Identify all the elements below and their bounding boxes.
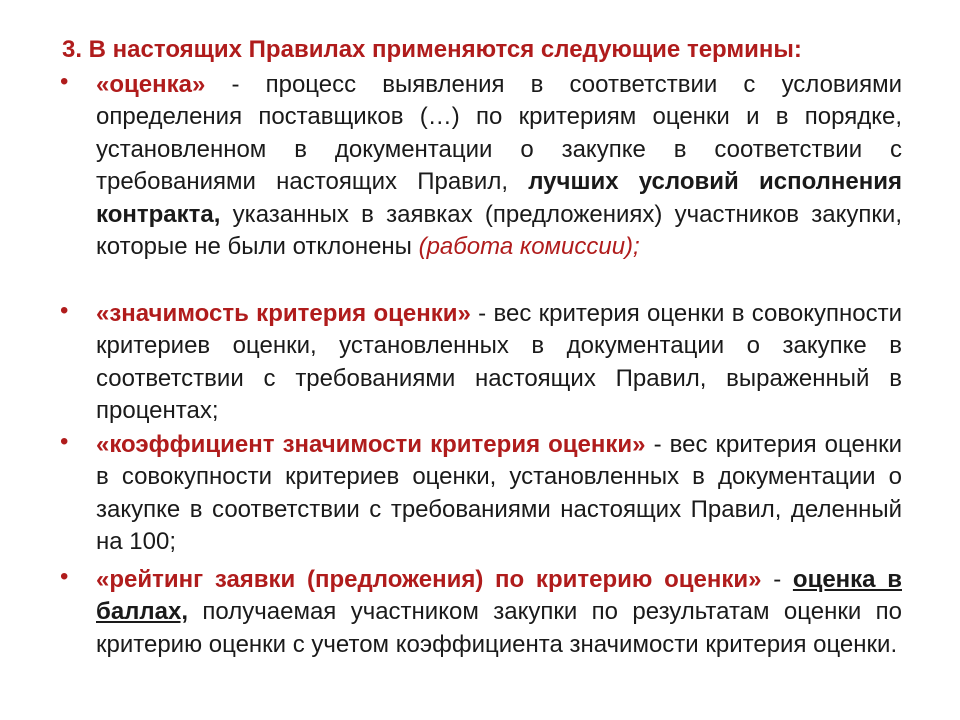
term-name: «коэффициент значимости критерия оценки»: [96, 431, 646, 458]
term-separator: -: [645, 431, 670, 458]
term-separator: -: [470, 300, 494, 327]
term-item-weight-coefficient: [96, 429, 902, 559]
bullet-icon: •: [60, 428, 69, 455]
term-note: (работа комиссии);: [418, 233, 640, 261]
term-definition-cont: указанных в заявках (предложениях) участников закупки, которые не были отклонены: [96, 200, 902, 261]
term-separator: -: [761, 566, 793, 593]
bullet-icon: •: [60, 297, 69, 324]
term-name: «рейтинг заявки (предложения) по критерию оценки»: [96, 566, 762, 593]
term-definition: вес критерия оценки в совокупности критериев оценки, установленных в документации о закупке в соответствии с требованиями настоящих Правил, деленный на 100;: [96, 431, 903, 556]
term-definition: получаемая участником закупки по результатам оценки по критерию оценки с учетом коэффициента значимости критерия оценки.: [96, 598, 902, 658]
term-definition: вес критерия оценки в совокупности критериев оценки, установленных в документации о закупке в соответствии с требованиями настоящих Правил, выраженный в процентах;: [96, 300, 902, 425]
bullet-icon: •: [60, 563, 69, 590]
term-item-criterion-weight: [96, 298, 902, 428]
term-item-evaluation: [96, 69, 902, 263]
term-definition: процесс выявления в соответствии с условиями определения поставщиков (…) по критериям оценки и в порядке, установленном в документации о закупке в соответствии с требованиями настоящих Правил,: [96, 71, 902, 196]
term-emphasis: лучших условий исполнения контракта,: [96, 168, 902, 228]
term-name: «оценка»: [96, 71, 206, 98]
section-heading: 3. В настоящих Правилах применяются следующие термины:: [62, 36, 802, 63]
term-name: «значимость критерия оценки»: [96, 300, 471, 327]
term-separator: -: [205, 71, 266, 98]
term-item-application-rating: [96, 564, 902, 661]
bullet-icon: •: [60, 68, 69, 95]
term-underlined: оценка в баллах,: [96, 566, 902, 626]
